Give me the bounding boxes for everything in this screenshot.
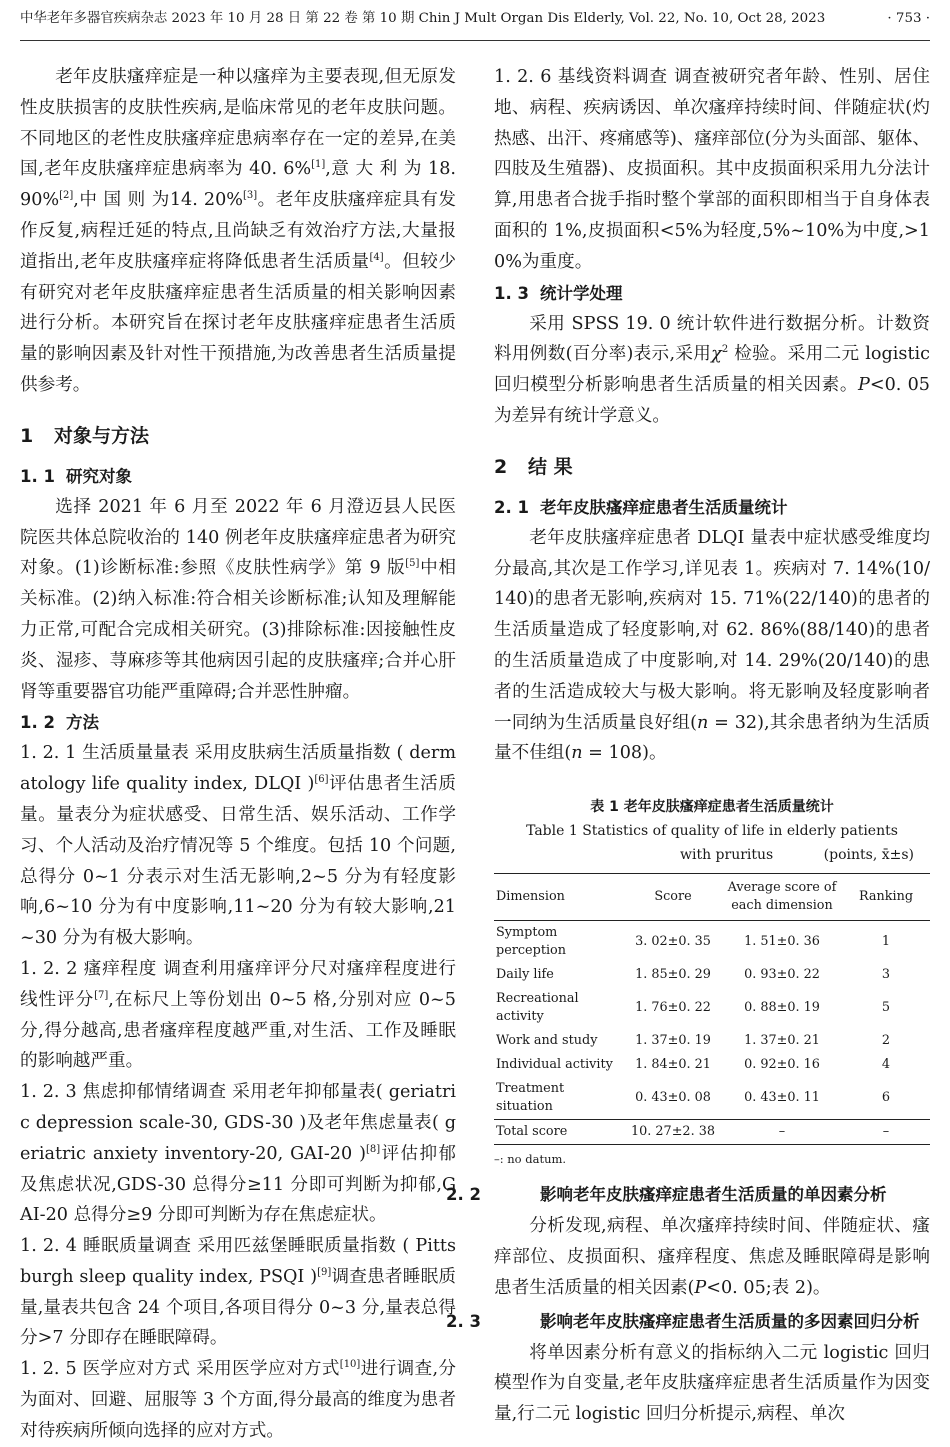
statistics-table [494,873,930,1145]
intro-paragraph: 老年皮肤瘙痒症是一种以瘙痒为主要表现,但无原发性皮肤损害的皮肤性疾病,是临床常见的老年皮肤问题。不同地区的老性皮肤瘙痒症患病率存在一定的差异,在美国,老年皮肤瘙痒症患病率为 40. 6%[1],意 大 利 为 18. 90%[2],中 国 则 为14. 20%[3]。老年皮肤瘙痒症具有发作反复,病程迁延的特点,且尚缺乏有效治疗方法,大量报道指出,老年皮肤瘙痒症将降低患者生活质量[4]。但较少有研究对老年皮肤瘙痒症患者生活质量的相关影响因素进行分析。本研究旨在探讨老年皮肤瘙痒症患者生活质量的影响因素及针对性干预措施,为改善患者生活质量提供参考。 [20,67,456,395]
table-title-cn: 表 1 老年皮肤瘙痒症患者生活质量统计 [590,799,834,816]
table-row: Recreational activity 1. 76±0. 22 0. 88±0. 19 5 [496,991,891,1025]
paragraph-1-2-1: 1. 2. 1 生活质量量表 采用皮肤病生活质量指数 ( dermatology life quality index, DLQI )[6]评估患者生活质量。量表分为症状感受、日常生活、娱乐活动、工作学习、个人活动及治疗情况等 5 个维度。包括 10 个问题,总得分 0~1 分表示对生活无影响,2~5 分为有轻度影响,6~10 分为有中度影响,11~20 分为有较大影响,21~30 分为有极大影响。 [20,743,456,949]
header-divider [20,40,930,41]
paragraph-1-2-2: 1. 2. 2 瘙痒程度 调查利用瘙痒评分尺对瘙痒程度进行线性评分[7],在标尺上等份划出 0~5 格,分别对应 0~5 分,得分越高,患者瘙痒程度越严重,对生活、工作及睡眠的影响越严重。 [20,958,456,1072]
citation[interactable]: [10] [339,1359,361,1371]
paragraph-statistics: 采用 SPSS 19. 0 统计软件进行数据分析。计数资料用例数(百分率)表示,采用$\chi^2$ 检验。采用二元 logistic 回归模型分析影响患者生活质量的相关因素。P<0. 05 为差异有统计学意义。 [494,313,930,426]
subsection-heading-2-2: 2. 2 影响老年皮肤瘙痒症患者生活质量的单因素分析 [446,1185,887,1205]
paragraph-1-2-3: 1. 2. 3 焦虑抑郁情绪调查 采用老年抑郁量表( geriatric depression scale-30, GDS-30 )及老年焦虑量表( geriatric anxiety inventory-20, GAI-20 )[8]评估抑郁及焦虑状况,GDS-30 总得分≥11 分即可判断为抑郁,GAI-20 总得分≥9 分即可判断为存在焦虑症状。 [20,1082,457,1226]
subsection-heading-2-3: 2. 3 影响老年皮肤瘙痒症患者生活质量的多因素回归分析 [446,1311,920,1331]
citation[interactable]: [9] [317,1267,332,1279]
citation[interactable]: [6] [314,774,329,786]
page-number: · 753 · [887,11,930,26]
paragraph-1-2-5: 1. 2. 5 医学应对方式 采用医学应对方式[10]进行调查,分为面对、回避、屈服等 3 个方面,得分最高的维度为患者对待疾病所倾向选择的应对方式。 [20,1359,456,1441]
subsection-heading-2-1: 2. 1 老年皮肤瘙痒症患者生活质量统计 [494,497,788,517]
citation[interactable]: [4] [369,251,384,263]
journal-info: 中华老年多器官疾病杂志 2023 年 10 月 28 日 第 22 卷 第 10 期 Chin J Mult Organ Dis Elderly, Vol. 22, No. 10, Oct 28, 2023 [20,11,826,26]
paragraph-subjects: 选择 2021 年 6 月至 2022 年 6 月澄迈县人民医院医共体总院收治的 140 例老年皮肤瘙痒症患者为研究对象。(1)诊断标准:参照《皮肤性病学》第 9 版[5]中相关标准。(2)纳入标准:符合相关诊断标准;认知及理解能力正常,可配合完成相关研究。(3)排除标准:因接触性皮炎、湿疹、荨麻疹等其他病因引起的皮肤瘙痒;合并心肝肾等重要器官功能严重障碍;合并恶性肿瘤。 [20,496,456,702]
paragraph-results-2-2: 分析发现,病程、单次瘙痒持续时间、伴随症状、瘙痒部位、皮损面积、瘙痒程度、焦虑及睡眠障碍是影响患者生活质量的相关因素(P<0. 05;表 2)。 [494,1216,930,1298]
table-note: –: no datum. [494,1152,567,1167]
citation[interactable]: [2] [59,190,74,202]
left-column [20,62,456,1447]
table-total-row: Total score 10. 27±2. 38 – – [494,1120,930,1145]
table-title-en-line2: with pruritus (points, x̄±s) [494,843,930,869]
citation[interactable]: [3] [243,190,258,202]
paragraph-results-2-1: 老年皮肤瘙痒症患者 DLQI 量表中症状感受维度均分最高,其次是工作学习,详见表 1。疾病对 7. 14%(10/140)的患者无影响,疾病对 15. 71%(22/140)的患者的生活质量造成了轻度影响,对 62. 86%(88/140)的患者的生活质量造成了中度影响,对 14. 29%(20/140)的患者的生活造成较大与极大影响。将无影响及轻度影响者一同纳为生活质量良好组(n = 32),其余患者纳为生活质量不佳组(n = 108)。 [494,527,930,764]
paragraph-results-2-3: 将单因素分析有意义的指标纳入二元 logistic 回归模型作为自变量,老年皮肤瘙痒症患者生活质量作为因变量,行二元 logistic 回归分析提示,病程、单次 [494,1342,930,1425]
section-heading-2: 2 结 果 [494,455,573,478]
citation[interactable]: [8] [366,1143,381,1155]
table-row: Work and study 1. 37±0. 19 1. 37±0. 21 2 [496,1033,891,1049]
citation[interactable]: [7] [94,989,109,1001]
subsection-heading-1-1: 1. 1 研究对象 [20,466,132,486]
table-header-row: Dimension Score Average score of each dimension Ranking [494,874,930,921]
table-row: Daily life 1. 85±0. 29 0. 93±0. 22 3 [496,967,891,983]
running-header [20,10,930,28]
citation[interactable]: [1] [311,159,326,171]
table-row: Treatment situation 0. 43±0. 08 0. 43±0. 11 6 [496,1081,891,1115]
table-unit: (points, x̄±s) [823,847,914,864]
citation[interactable]: [5] [405,558,420,570]
right-column [446,62,930,1430]
paragraph-1-2-4: 1. 2. 4 睡眠质量调查 采用匹兹堡睡眠质量指数 ( Pittsburgh sleep quality index, PSQI )[9]调查患者睡眠质量,量表共包含 24 个项目,各项目得分 0~3 分,量表总得分>7 分即存在睡眠障碍。 [20,1236,457,1349]
table-row: Symptom perception 3. 02±0. 35 1. 51±0. 36 1 [496,925,891,959]
section-heading-1: 1 对象与方法 [20,424,150,447]
subsection-heading-1-2: 1. 2 方法 [20,713,99,733]
table-row: Individual activity 1. 84±0. 21 0. 92±0. 16 4 [496,1057,891,1073]
paragraph-1-2-6: 1. 2. 6 基线资料调查 调查被研究者年龄、性别、居住地、病程、疾病诱因、单次瘙痒持续时间、伴随症状(灼热感、出汗、疼痛感等)、瘙痒部位(分为头面部、躯体、四肢及生殖器)、皮损面积。其中皮损面积采用九分法计算,用患者合拢手指时整个掌部的面积即相当于自身体表面积的 1%,皮损面积<5%为轻度,5%~10%为中度,>10%为重度。 [494,67,930,272]
subsection-heading-1-3: 1. 3 统计学处理 [494,283,623,303]
table-title-en: Table 1 Statistics of quality of life in elderly patients [526,823,898,840]
